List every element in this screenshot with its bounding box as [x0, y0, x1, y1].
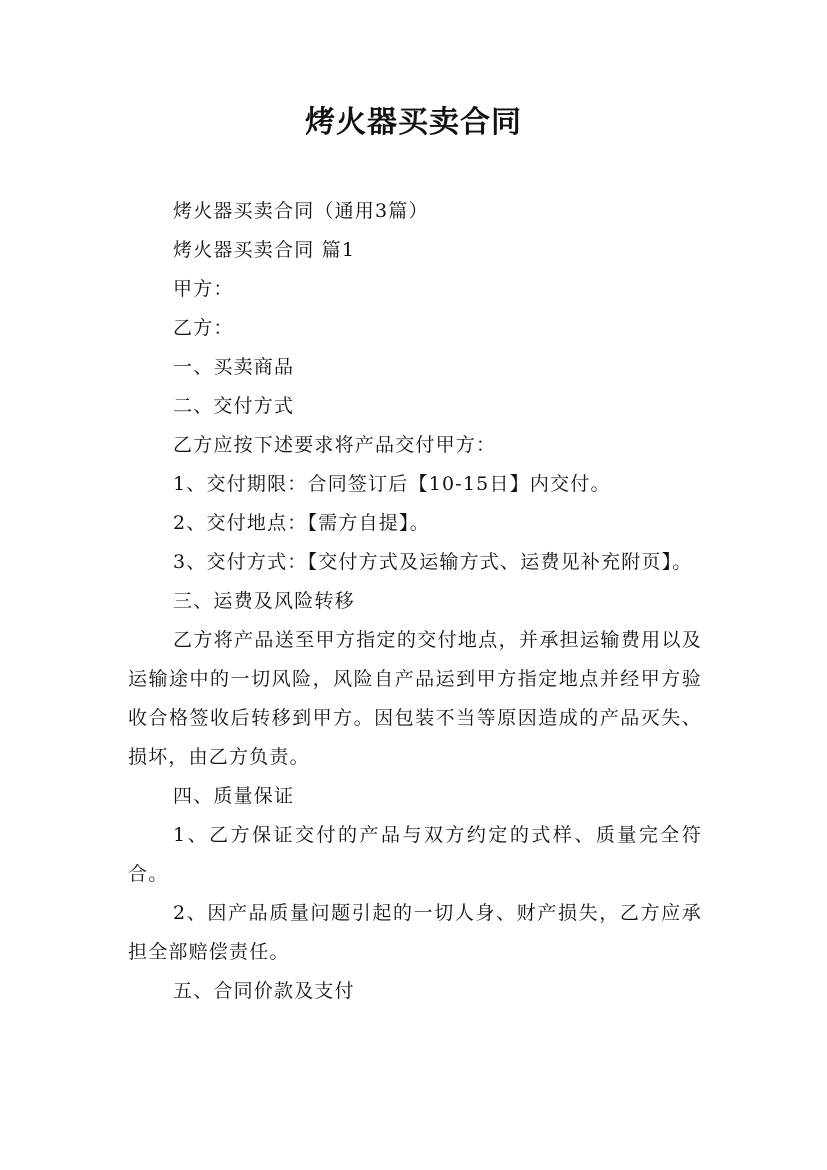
- paragraph: 三、运费及风险转移: [173, 590, 355, 612]
- paragraph: 二、交付方式: [173, 395, 295, 417]
- paragraph: 五、合同价款及支付: [173, 980, 355, 1002]
- paragraph: 乙方将产品送至甲方指定的交付地点，并承担运输费用以及运输途中的一切风险，风险自产品运到甲方指定地点并经甲方验收合格签收后转移到甲方。因包装不当等原因造成的产品灭失、损坏，由乙方负责。: [128, 629, 702, 768]
- paragraph: 2、因产品质量问题引起的一切人身、财产损失，乙方应承担全部赔偿责任。: [128, 902, 702, 963]
- paragraph: 1、乙方保证交付的产品与双方约定的式样、质量完全符合。: [128, 824, 702, 885]
- document-body: [128, 192, 702, 1011]
- paragraph: 乙方：: [173, 317, 234, 339]
- paragraph: 四、质量保证: [173, 785, 295, 807]
- paragraph: 烤火器买卖合同 篇1: [173, 239, 356, 261]
- document-title: 烤火器买卖合同: [305, 105, 522, 140]
- paragraph: 乙方应按下述要求将产品交付甲方：: [173, 434, 497, 456]
- paragraph: 2、交付地点：【需方自提】。: [173, 512, 430, 534]
- paragraph: 3、交付方式：【交付方式及运输方式、运费见补充附页】。: [173, 551, 693, 573]
- paragraph: 甲方：: [173, 278, 234, 300]
- paragraph: 一、买卖商品: [173, 356, 295, 378]
- paragraph: 烤火器买卖合同（通用3篇）: [173, 200, 429, 222]
- paragraph: 1、交付期限：合同签订后【10-15日】内交付。: [173, 473, 611, 495]
